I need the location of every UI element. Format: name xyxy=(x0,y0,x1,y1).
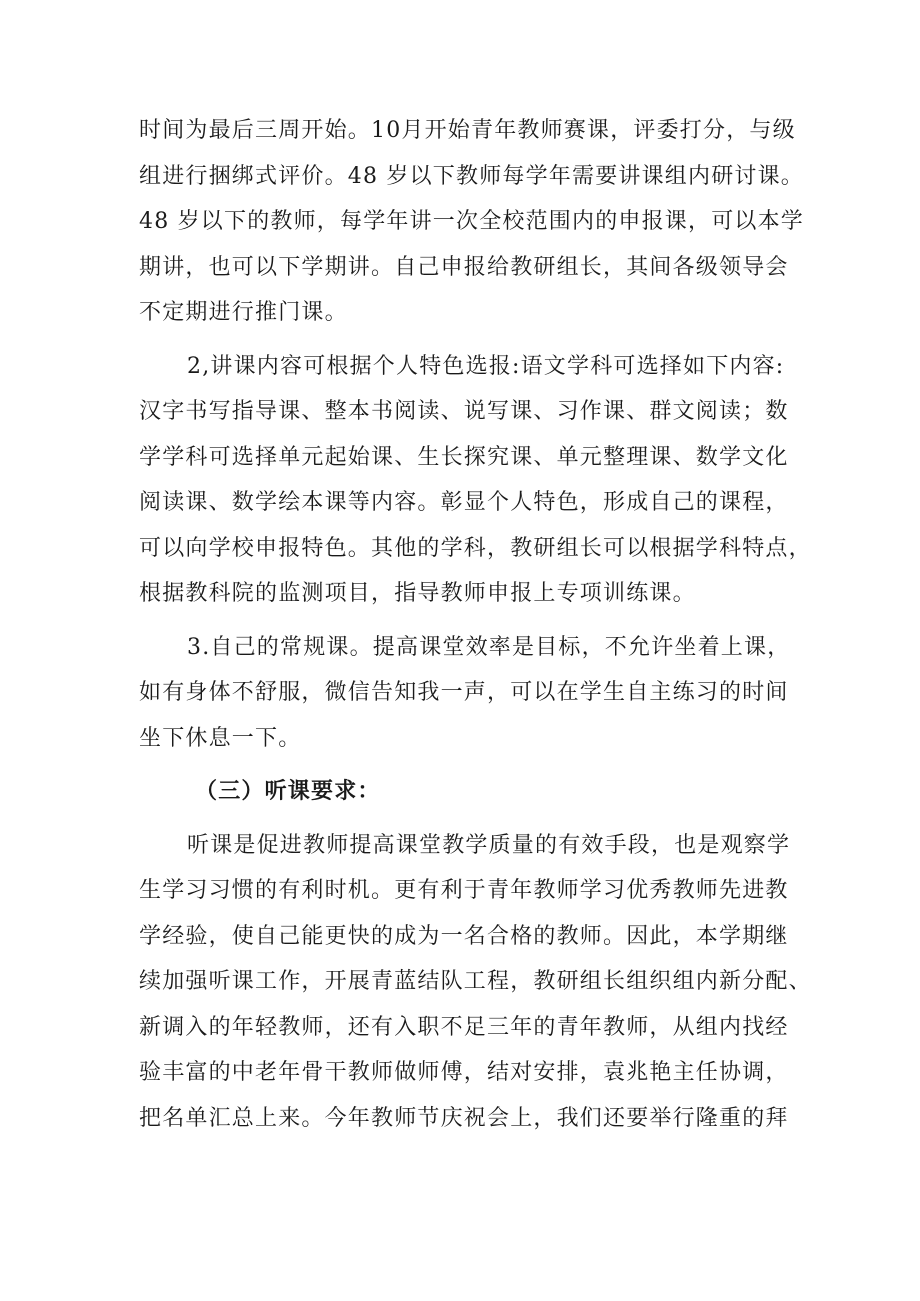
paragraph-3 xyxy=(139,625,804,762)
paragraph-2 xyxy=(139,344,812,617)
text-line: 如有身体不舒服，微信告知我一声，可以在学生自主练习的时间 xyxy=(139,680,789,705)
text-line: 汉字书写指导课、整本书阅读、说写课、习作课、群文阅读；数 xyxy=(139,399,789,424)
paragraph-1 xyxy=(139,108,804,336)
text-line: 新调入的年轻教师，还有入职不足三年的青年教师，从组内找经 xyxy=(139,1014,789,1040)
text-line: 续加强听课工作，开展青蓝结队工程，教研组长组织组内新分配、 xyxy=(139,969,812,994)
text-line: 可以向学校申报特色。其他的学科，教研组长可以根据学科特点， xyxy=(139,535,812,561)
text-line: 验丰富的中老年骨干教师做师傅，结对安排，袁兆艳主任协调， xyxy=(139,1060,789,1085)
text-line: 期讲，也可以下学期讲。自己申报给教研组长，其间各级领导会 xyxy=(139,254,789,280)
text-line: 听课是促进教师提高课堂教学质量的有效手段，也是观察学 xyxy=(187,832,791,858)
paragraph-4 xyxy=(139,823,812,1142)
text-line: 把名单汇总上来。今年教师节庆祝会上，我们还要举行隆重的拜 xyxy=(139,1105,789,1131)
text-line: 学学科可选择单元起始课、生长探究课、单元整理课、数学文化 xyxy=(139,444,789,470)
text-line: 组进行捆绑式评价。48 岁以下教师每学年需要讲课组内研讨课。 xyxy=(139,163,804,189)
text-line: 学经验，使自己能更快的成为一名合格的教师。因此，本学期继 xyxy=(139,923,789,949)
text-line: 2,讲课内容可根据个人特色选报:语文学科可选择如下内容: xyxy=(187,353,785,379)
section-heading: （三）听课要求： xyxy=(195,778,381,804)
text-line: 生学习习惯的有利时机。更有利于青年教师学习优秀教师先进教 xyxy=(139,878,789,903)
text-line: 根据教科院的监测项目，指导教师申报上专项训练课。 xyxy=(139,581,696,606)
text-line: 3.自己的常规课。提高课堂效率是目标，不允许坐着上课， xyxy=(187,634,791,660)
text-line: 时间为最后三周开始。10月开始青年教师赛课，评委打分，与级 xyxy=(139,118,796,143)
text-line: 坐下休息一下。 xyxy=(139,725,302,751)
text-line: 阅读课、数学绘本课等内容。彰显个人特色，形成自己的课程， xyxy=(139,490,789,515)
document-body xyxy=(139,108,812,1141)
text-line: 不定期进行推门课。 xyxy=(139,300,348,325)
text-line: 48 岁以下的教师，每学年讲一次全校范围内的申报课，可以本学 xyxy=(139,209,804,234)
